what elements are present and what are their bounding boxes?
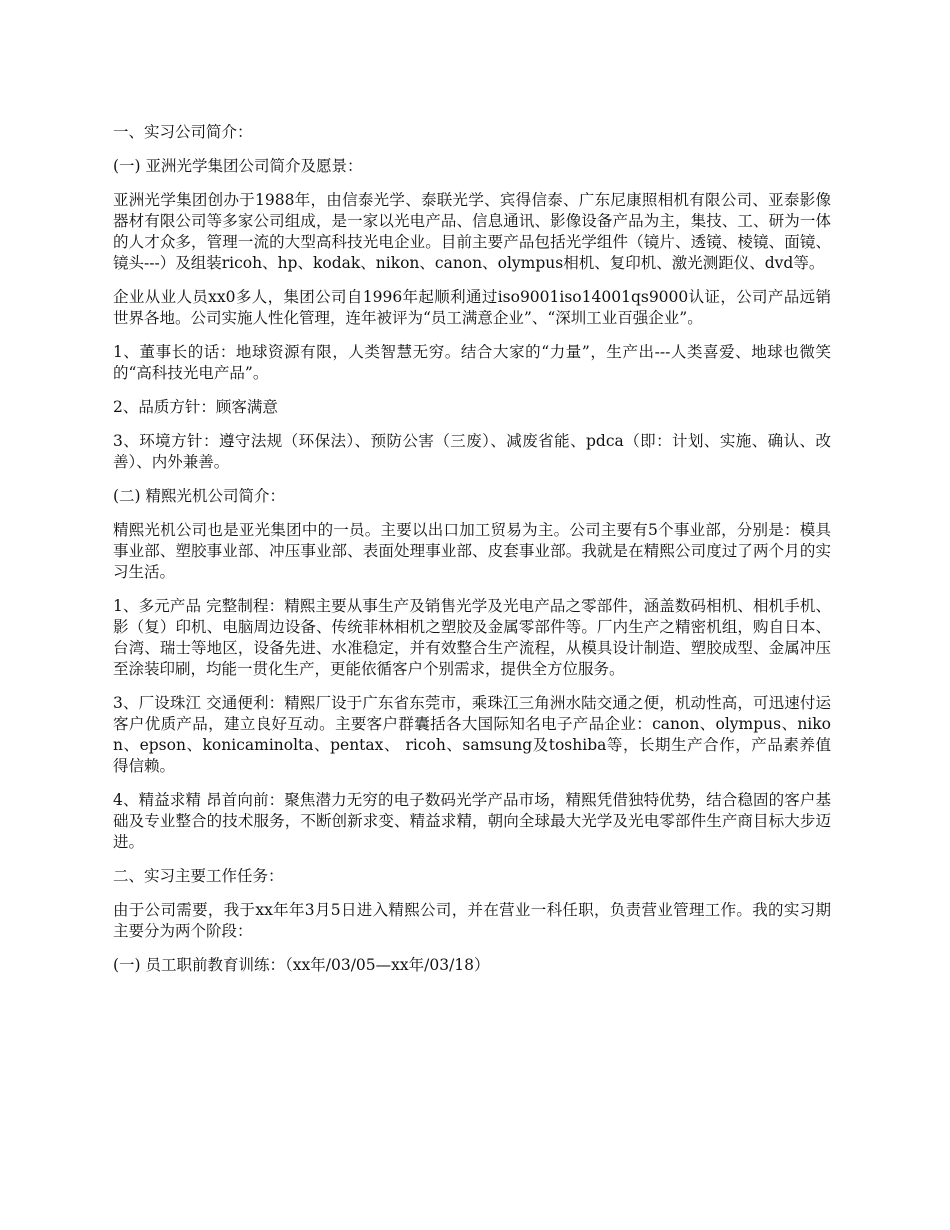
paragraph-factory-location: 3、厂设珠江 交通便利：精熙厂设于广东省东莞市，乘珠江三角洲水陆交通之便，机动性高，可迅速付运客户优质产品，建立良好互动。主要客户群囊括各大国际知名电子产品企业：canon、olympus、nikon、epson、konicaminolta、pentax、 ricoh、samsung及toshiba等，长期生产合作，产品素养值得信赖。	[113, 694, 831, 775]
subheading-pre-job-training: (一) 员工职前教育训练：（xx年/03/05—xx年/03/18）	[113, 956, 490, 974]
section-heading-internship-company: 一、实习公司简介：	[113, 123, 253, 141]
document-page	[113, 122, 831, 989]
subheading-jingxi: (二) 精熙光机公司简介：	[113, 487, 286, 505]
paragraph-quality-policy: 2、品质方针：顾客满意	[113, 398, 278, 416]
paragraph-joined-company: 由于公司需要，我于xx年年3月5日进入精熙公司，并在营业一科任职，负责营业管理工作。我的实习期主要分为两个阶段：	[113, 901, 831, 940]
section-heading-main-tasks: 二、实习主要工作任务：	[113, 867, 284, 885]
paragraph-diverse-products: 1、多元产品 完整制程：精熙主要从事生产及销售光学及光电产品之零部件，涵盖数码相机、相机手机、影（复）印机、电脑周边设备、传统菲林相机之塑胶及金属零部件等。厂内生产之精密机组，购自日本、台湾、瑞士等地区，设备先进、水准稳定，并有效整合生产流程，从模具设计制造、塑胶成型、金属冲压至涂装印刷，均能一贯化生产，更能依循客户个别需求，提供全方位服务。	[113, 597, 831, 678]
paragraph-environment-policy: 3、环境方针：遵守法规（环保法）、预防公害（三废）、减废省能、pdca（即：计划、实施、确认、改善）、内外兼善。	[113, 432, 831, 471]
paragraph-asia-optical-staff: 企业从业人员xx0多人，集团公司自1996年起顺利通过iso9001iso14001qs9000认证，公司产品远销世界各地。公司实施人性化管理，连年被评为“员工满意企业”、“深圳工业百强企业”。	[113, 288, 831, 327]
paragraph-chairman-words: 1、董事长的话：地球资源有限，人类智慧无穷。结合大家的“力量”，生产出---人类喜爱、地球也微笑的“高科技光电产品”。	[113, 343, 831, 382]
paragraph-asia-optical-intro: 亚洲光学集团创办于1988年，由信泰光学、泰联光学、宾得信泰、广东尼康照相机有限公司、亚泰影像器材有限公司等多家公司组成，是一家以光电产品、信息通讯、影像设备产品为主，集技、工、研为一体的人才众多，管理一流的大型高科技光电企业。目前主要产品包括光学组件（镜片、透镜、棱镜、面镜、镜头---）及组装ricoh、hp、kodak、nikon、canon、olympus相机、复印机、激光测距仪、dvd等。	[113, 191, 831, 272]
paragraph-excellence: 4、精益求精 昂首向前：聚焦潜力无穷的电子数码光学产品市场，精熙凭借独特优势，结合稳固的客户基础及专业整合的技术服务，不断创新求变、精益求精，朝向全球最大光学及光电零部件生产商目标大步迈进。	[113, 791, 831, 851]
subheading-asia-optical: (一) 亚洲光学集团公司简介及愿景：	[113, 157, 363, 175]
paragraph-jingxi-intro: 精熙光机公司也是亚光集团中的一员。主要以出口加工贸易为主。公司主要有5个事业部，分别是：模具事业部、塑胶事业部、冲压事业部、表面处理事业部、皮套事业部。我就是在精熙公司度过了两个月的实习生活。	[113, 521, 831, 581]
